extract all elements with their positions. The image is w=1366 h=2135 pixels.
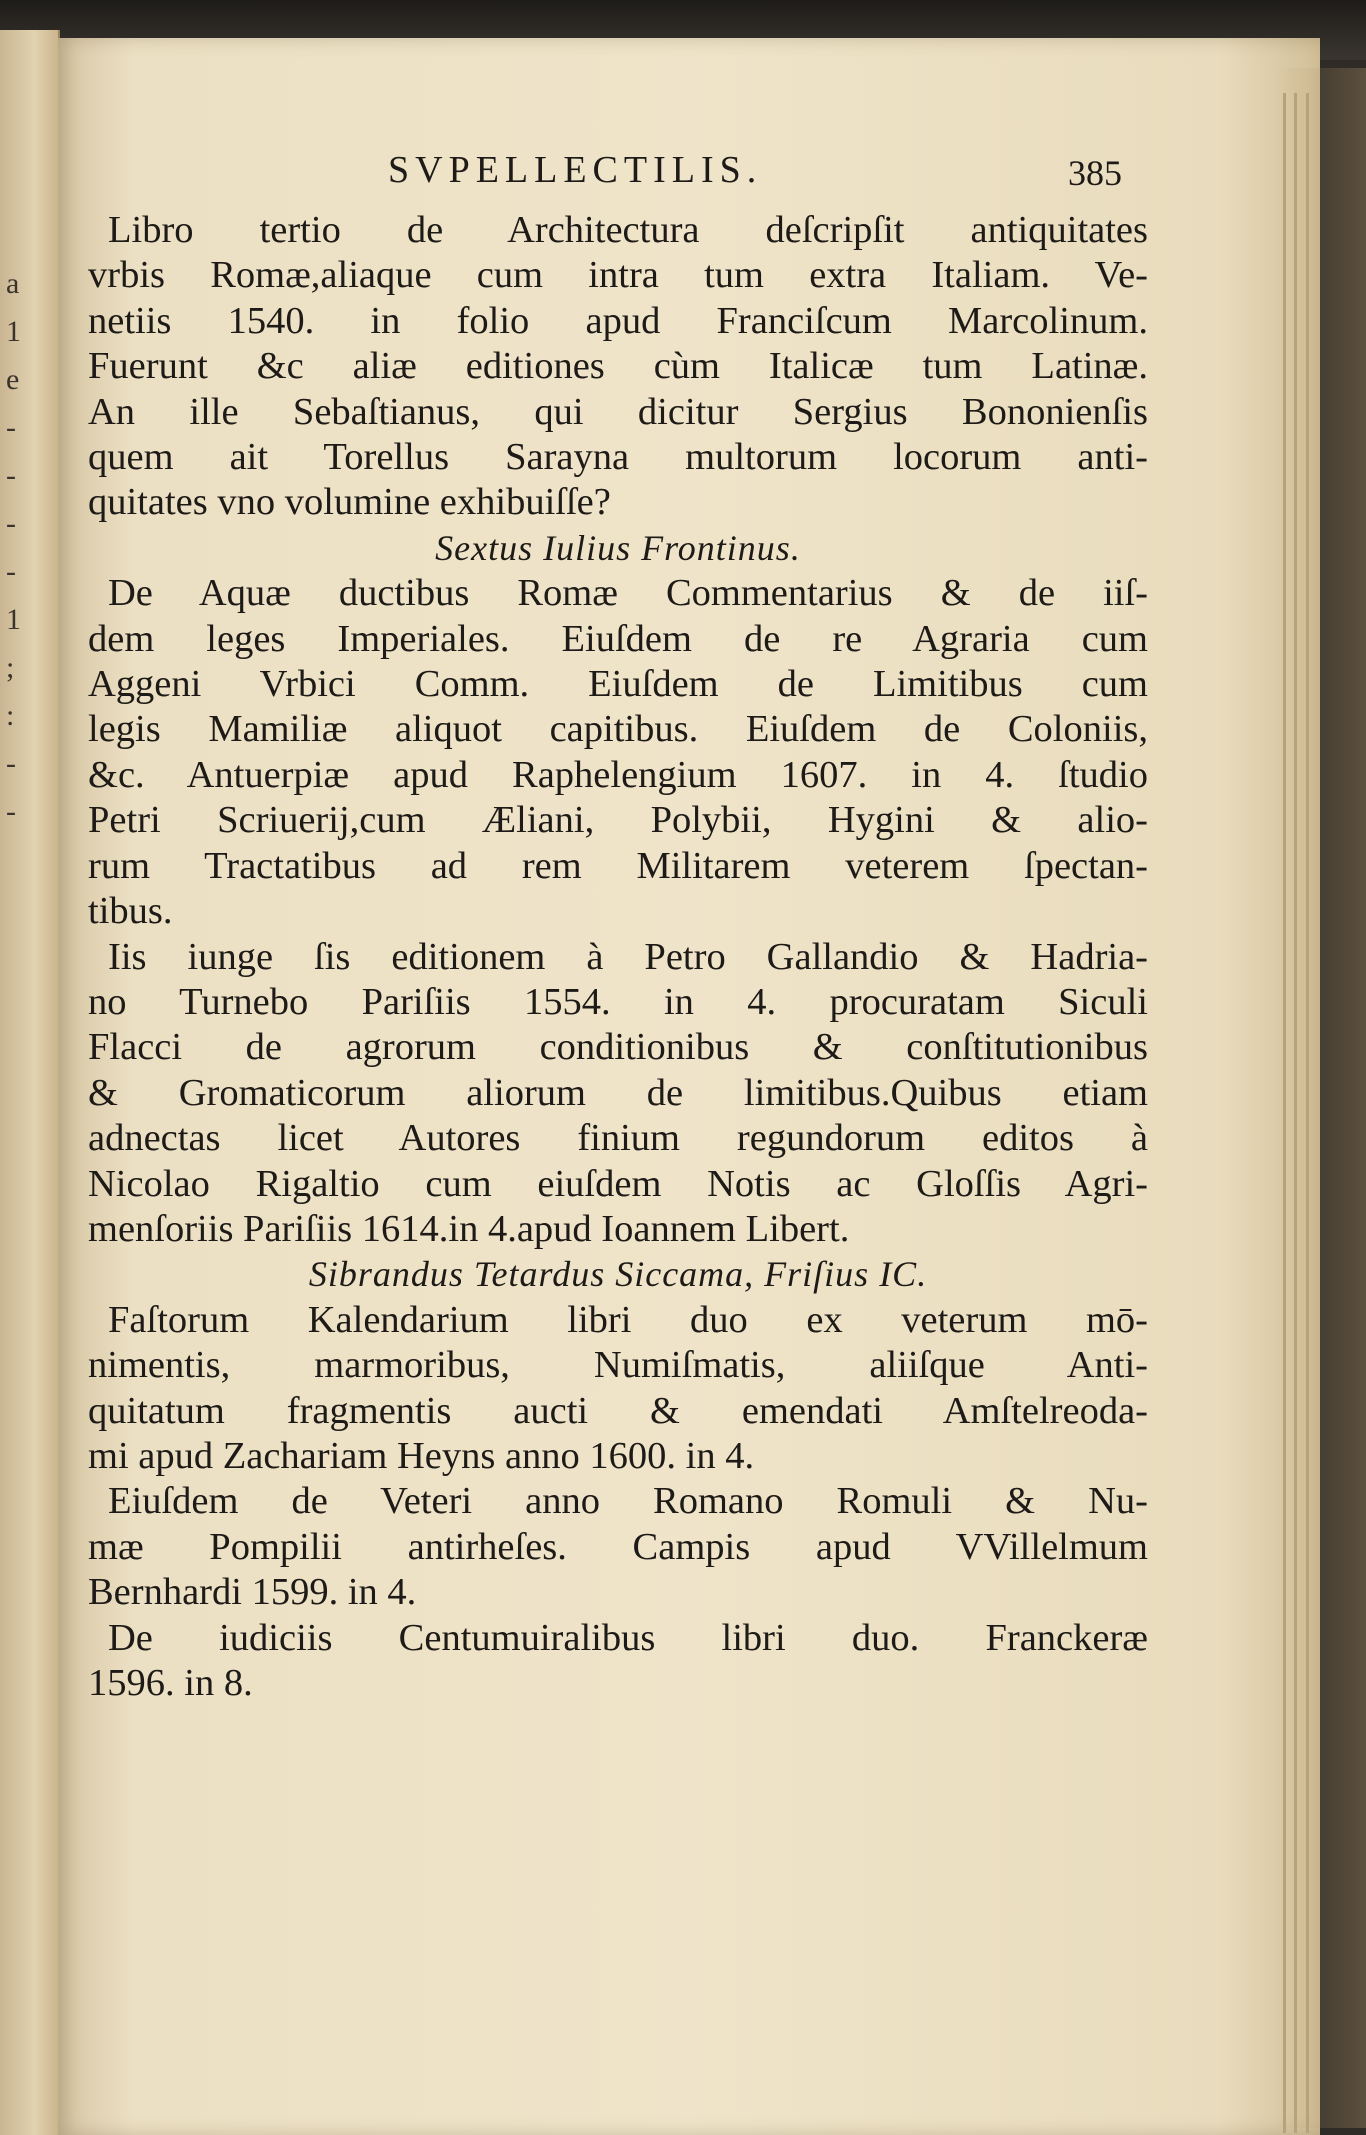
facing-page-edge <box>0 30 60 2135</box>
text-line: Flacci de agrorum conditionibus & conſtitutionibus <box>88 1026 1148 1069</box>
margin-mark: - <box>6 507 16 540</box>
running-head <box>88 148 1148 208</box>
text-line: nimentis, marmoribus, Numiſmatis, aliiſque Anti- <box>88 1344 1148 1387</box>
text-line: legis Mamiliæ aliquot capitibus. Eiuſdem de Coloniis, <box>88 708 1148 751</box>
text-line: Petri Scriuerij,cum Æliani, Polybii, Hygini & alio- <box>88 799 1148 842</box>
text-line: & Gromaticorum aliorum de limitibus.Quibus etiam <box>88 1071 1148 1114</box>
text-line: menſoriis Pariſiis 1614.in 4.apud Ioannem Libert. <box>88 1207 850 1250</box>
text-line: quem ait Torellus Sarayna multorum locorum anti- <box>88 436 1148 479</box>
paragraph-2 <box>88 571 1148 934</box>
paragraph-4 <box>88 1298 1148 1480</box>
facing-page-letters <box>6 260 26 836</box>
text-line: Bernhardi 1599. in 4. <box>88 1571 417 1614</box>
text-line: De iudiciis Centumuiralibus libri duo. Franckeræ <box>108 1616 1148 1659</box>
text-line: Iis iunge ſis editionem à Petro Gallandio & Hadria- <box>108 935 1148 978</box>
margin-mark: - <box>6 747 16 780</box>
text-block <box>88 148 1148 1706</box>
text-line: Faſtorum Kalendarium libri duo ex veterum mō- <box>108 1298 1148 1341</box>
margin-mark: ; <box>6 651 15 684</box>
text-line: quitatum fragmentis aucti & emendati Amſtelreoda- <box>88 1389 1148 1432</box>
margin-mark: 1 <box>6 315 21 348</box>
running-title: SVPELLECTILIS. <box>388 149 763 191</box>
text-line: no Turnebo Pariſiis 1554. in 4. procuratam Siculi <box>88 980 1148 1023</box>
paragraph-6 <box>88 1616 1148 1707</box>
text-line: &c. Antuerpiæ apud Raphelengium 1607. in 4. ſtudio <box>88 753 1148 796</box>
text-line: quitates vno volumine exhibuiſſe? <box>88 481 611 524</box>
page-stain <box>1273 68 1366 2128</box>
text-line: Aggeni Vrbici Comm. Eiuſdem de Limitibus cum <box>88 663 1148 706</box>
text-line: netiis 1540. in folio apud Franciſcum Marcolinum. <box>88 299 1148 342</box>
text-line: tibus. <box>88 890 173 933</box>
text-line: dem leges Imperiales. Eiuſdem de re Agraria cum <box>88 617 1148 660</box>
margin-mark: - <box>6 459 16 492</box>
margin-mark: e <box>6 363 20 396</box>
page-edge-line <box>1283 93 1286 2133</box>
text-line: An ille Sebaſtianus, qui dicitur Sergius Bononienſis <box>88 390 1148 433</box>
book-page <box>58 38 1320 2135</box>
text-line: vrbis Romæ,aliaque cum intra tum extra Italiam. Ve- <box>88 254 1148 297</box>
page-edge-line <box>1306 93 1309 2133</box>
text-line: mæ Pompilii antirheſes. Campis apud VVillelmum <box>88 1525 1148 1568</box>
section-heading: Sibrandus Tetardus Siccama, Friſius IC. <box>308 1254 928 1295</box>
text-line: De Aquæ ductibus Romæ Commentarius & de iiſ- <box>108 572 1148 615</box>
text-line: mi apud Zachariam Heyns anno 1600. in 4. <box>88 1434 755 1477</box>
text-line: 1596. in 8. <box>88 1662 253 1704</box>
text-line: adnectas licet Autores finium regundorum editos à <box>88 1117 1148 1160</box>
margin-mark: 1 <box>6 603 21 636</box>
margin-mark: - <box>6 795 16 828</box>
text-line: Nicolao Rigaltio cum eiuſdem Notis ac Gloſſis Agri- <box>88 1162 1148 1205</box>
page-edge-line <box>1294 93 1297 2133</box>
margin-mark: a <box>6 267 20 300</box>
paragraph-5 <box>88 1479 1148 1615</box>
text-line: Eiuſdem de Veteri anno Romano Romuli & Nu- <box>108 1480 1148 1523</box>
margin-mark: : <box>6 699 15 732</box>
paragraph-1 <box>88 208 1148 526</box>
paragraph-3 <box>88 935 1148 1253</box>
margin-mark: - <box>6 411 16 444</box>
margin-mark: - <box>6 555 16 588</box>
section-heading: Sextus Iulius Frontinus. <box>435 527 801 568</box>
text-line: Fuerunt &c aliæ editiones cùm Italicæ tum Latinæ. <box>88 345 1148 388</box>
text-line: rum Tractatibus ad rem Militarem veterem ſpectan- <box>88 844 1148 887</box>
page-number: 385 <box>1068 153 1122 193</box>
text-line: Libro tertio de Architectura deſcripſit antiquitates <box>108 209 1148 251</box>
